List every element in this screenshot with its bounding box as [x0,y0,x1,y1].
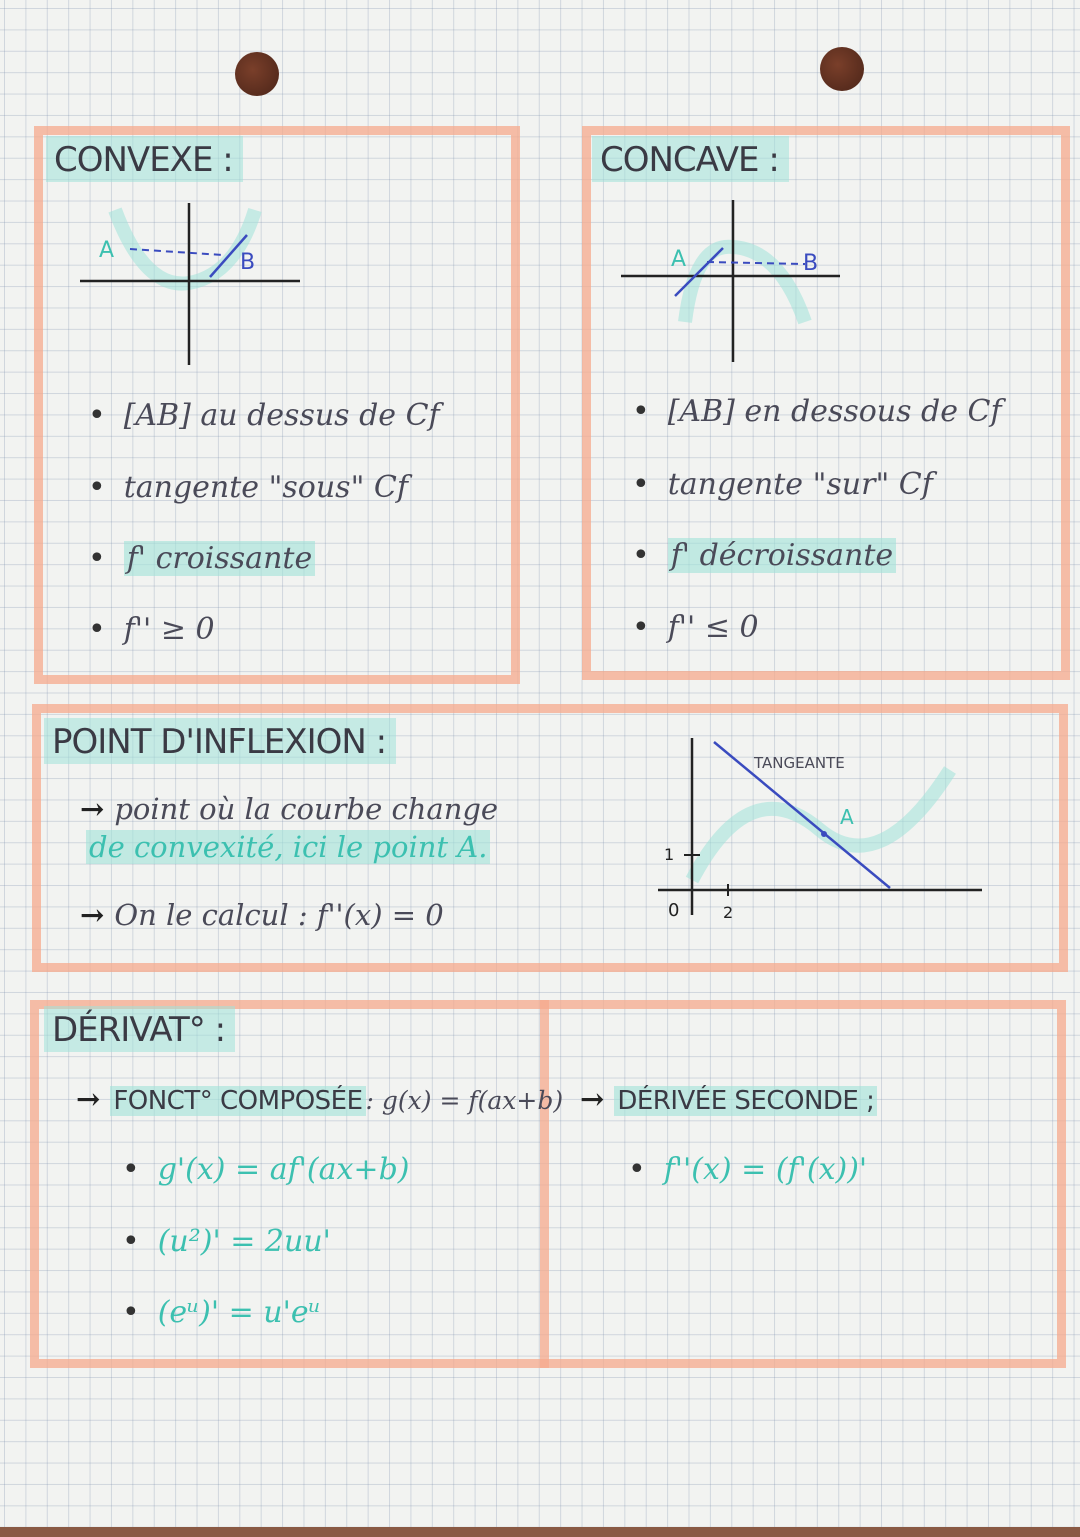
convexe-graph [75,195,315,375]
concave-graph [615,192,855,372]
concave-title-colon: : [768,140,779,180]
convexe-title-text: CONVEXE [54,140,213,180]
concave-segment [707,262,805,264]
notebook-bottom-edge [0,1527,1080,1537]
inflexion-y-tick-label: 1 [664,845,675,864]
derivation-divider [540,1000,549,1368]
arrow-right-icon: → [76,1082,101,1116]
inflexion-title [44,718,396,764]
derivation-seconde-item: • f''(x) = (f'(x))' [628,1152,867,1187]
convexe-item-3: • f' croissante [88,541,315,576]
convexe-item-1: • [AB] au dessus de Cf [88,398,440,433]
arrow-right-icon: → [580,1082,605,1116]
inflexion-origin-label: 0 [668,900,680,921]
convexe-title-colon: : [222,140,233,180]
punch-hole-right [820,47,864,91]
derivation-item-3: • (eᵘ)' = u'eᵘ [122,1295,321,1330]
inflexion-line-3: → On le calcul : f''(x) = 0 [80,898,444,932]
concave-item-3: • f' décroissante [632,538,896,573]
inflexion-point-label: A [840,805,854,829]
inflexion-tangent-label: TANGEANTE [754,754,845,772]
derivation-title [44,1006,235,1052]
convexe-label-b: B [240,250,256,275]
concave-curve [685,247,805,322]
inflexion-x-tick-label: 2 [723,903,734,922]
inflexion-curve [692,770,950,880]
derivation-item-2: • (u²)' = 2uu' [122,1224,331,1259]
derivation-seconde-line: → DÉRIVÉE SECONDE ; [580,1082,877,1116]
derivation-title-text: DÉRIVAT° [52,1010,205,1050]
convexe-title [46,136,243,182]
concave-item-2: • tangente "sur" Cf [632,467,933,502]
inflexion-line-2: de convexité, ici le point A. [86,830,490,864]
inflexion-point [821,831,827,837]
arrow-right-icon: → [80,792,105,826]
concave-label-a: A [671,247,687,272]
derivation-title-colon: : [214,1010,226,1050]
concave-title [592,136,789,182]
concave-title-text: CONCAVE [600,140,759,180]
concave-label-b: B [803,251,819,276]
inflexion-line-1: → point où la courbe change [80,792,499,826]
convexe-item-2: • tangente "sous" Cf [88,470,408,505]
convexe-item-4: • f'' ≥ 0 [88,612,215,647]
concave-item-4: • f'' ≤ 0 [632,610,759,645]
inflexion-graph [650,730,995,930]
convexe-label-a: A [99,238,115,263]
concave-item-1: • [AB] en dessous de Cf [632,394,1002,429]
inflexion-title-colon: : [375,722,387,762]
convexe-curve [115,210,255,284]
arrow-right-icon: → [80,898,105,932]
inflexion-title-text: POINT D'INFLEXION [52,722,366,762]
punch-hole-left [235,52,279,96]
derivation-composee-line: → FONCT° COMPOSÉE : g(x) = f(ax+b) [76,1082,564,1116]
derivation-item-1: • g'(x) = af'(ax+b) [122,1152,409,1187]
